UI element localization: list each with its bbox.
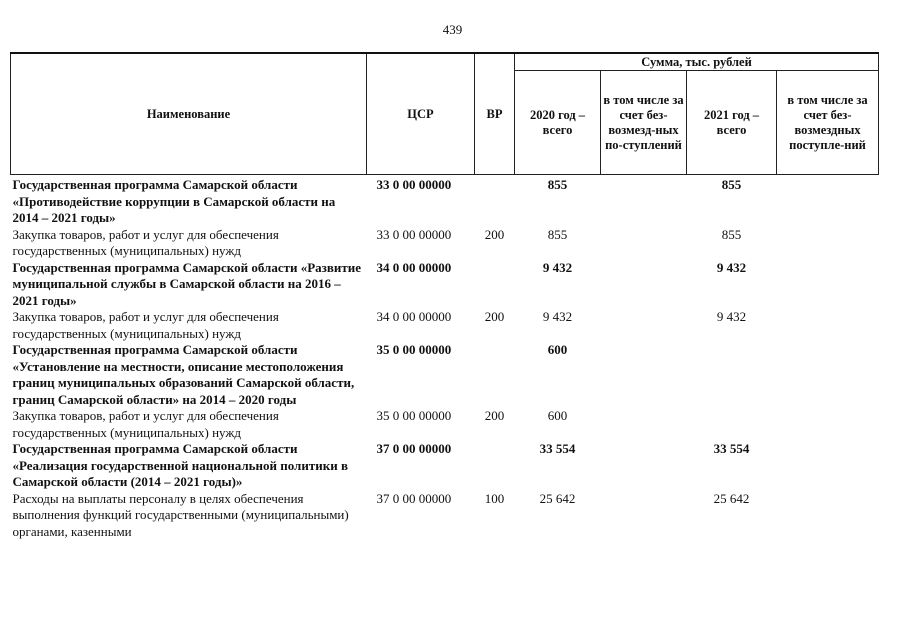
table-row	[11, 342, 879, 408]
header-sum: Сумма, тыс. рублей	[515, 53, 879, 71]
row-csr: 35 0 00 00000	[376, 342, 452, 357]
row-2021-free	[777, 309, 879, 342]
row-csr: 35 0 00 00000	[376, 408, 452, 423]
row-2020-free	[601, 408, 687, 441]
row-csr: 34 0 00 00000	[376, 259, 452, 275]
row-2021-total: 25 642	[713, 490, 750, 506]
row-2020-total: 33 554	[539, 441, 576, 456]
row-2020-free	[601, 342, 687, 408]
row-csr: 37 0 00 00000	[376, 490, 452, 506]
row-vr: 200	[484, 226, 505, 242]
row-2020-free	[601, 441, 687, 491]
row-vr: 200	[484, 408, 505, 423]
row-2020-free	[601, 260, 687, 310]
table-header	[11, 53, 879, 175]
table-row	[11, 260, 879, 310]
table-row	[11, 408, 879, 441]
row-2020-free	[601, 227, 687, 260]
row-2021-total	[687, 408, 777, 441]
row-vr: 200	[484, 309, 505, 324]
row-2021-free	[777, 175, 879, 227]
row-name: Закупка товаров, работ и услуг для обеспечения государственных (муниципальных) нужд	[12, 408, 279, 440]
row-name: Государственная программа Самарской области «Установление на местности, описание местоположения границ муниципальных образований Самарской области, границ Самарской области» на 2014 – 2020 годы	[12, 342, 355, 407]
row-name: Закупка товаров, работ и услуг для обеспечения государственных (муниципальных) нужд	[12, 309, 279, 341]
row-2021-total	[687, 342, 777, 408]
row-2020-total: 600	[547, 408, 568, 423]
row-csr: 34 0 00 00000	[376, 309, 452, 324]
row-name: Государственная программа Самарской области «Развитие муниципальной службы в Самарской области на 2016 – 2021 годы»	[12, 259, 362, 308]
row-2020-free	[601, 309, 687, 342]
row-2020-total: 25 642	[539, 490, 576, 506]
table-row	[11, 491, 879, 541]
page-number: 439	[442, 22, 463, 37]
table-row	[11, 175, 879, 227]
header-csr: ЦСР	[367, 53, 475, 175]
row-2021-free	[777, 227, 879, 260]
row-vr	[475, 260, 515, 310]
row-2020-free	[601, 491, 687, 541]
table-body	[11, 175, 879, 541]
header-vr: ВР	[475, 53, 515, 175]
header-name: Наименование	[11, 53, 367, 175]
row-name: Расходы на выплаты персоналу в целях обеспечения выполнения функций государственными (муниципальными) органами, казенными	[12, 490, 349, 539]
row-name: Закупка товаров, работ и услуг для обеспечения государственных (муниципальных) нужд	[12, 226, 279, 258]
row-2021-total: 855	[721, 177, 742, 192]
row-2021-free	[777, 342, 879, 408]
row-2021-free	[777, 441, 879, 491]
header-2021-free: в том числе за счет без-возмездных поступле-ний	[777, 71, 879, 175]
row-2021-free	[777, 408, 879, 441]
row-2021-total: 33 554	[713, 441, 750, 456]
header-2020-total: 2020 год – всего	[515, 71, 601, 175]
row-name: Государственная программа Самарской области «Противодействие коррупции в Самарской области на 2014 – 2021 годы»	[12, 177, 336, 225]
budget-table	[10, 52, 879, 540]
row-2021-total: 9 432	[716, 309, 747, 324]
row-vr	[475, 342, 515, 408]
row-name: Государственная программа Самарской области «Реализация государственной национальной политики в Самарской области (2014 – 2021 годы)»	[12, 441, 348, 489]
table-row	[11, 309, 879, 342]
table-row	[11, 227, 879, 260]
row-vr: 100	[484, 490, 505, 506]
row-csr: 33 0 00 00000	[376, 177, 452, 192]
table-row	[11, 441, 879, 491]
row-2020-total: 855	[547, 177, 568, 192]
row-2020-total: 855	[547, 226, 568, 242]
row-2021-total: 9 432	[716, 259, 747, 275]
row-2021-free	[777, 491, 879, 541]
row-csr: 33 0 00 00000	[376, 226, 452, 242]
row-csr: 37 0 00 00000	[376, 441, 452, 456]
row-2020-total: 9 432	[542, 309, 573, 324]
row-2021-free	[777, 260, 879, 310]
row-vr	[475, 441, 515, 491]
row-vr	[475, 175, 515, 227]
header-2021-total: 2021 год – всего	[687, 71, 777, 175]
row-2020-total: 600	[547, 342, 568, 357]
row-2020-free	[601, 175, 687, 227]
row-2021-total: 855	[721, 226, 742, 242]
header-2020-free: в том числе за счет без-возмезд-ных по-ступлений	[601, 71, 687, 175]
row-2020-total: 9 432	[542, 259, 573, 275]
